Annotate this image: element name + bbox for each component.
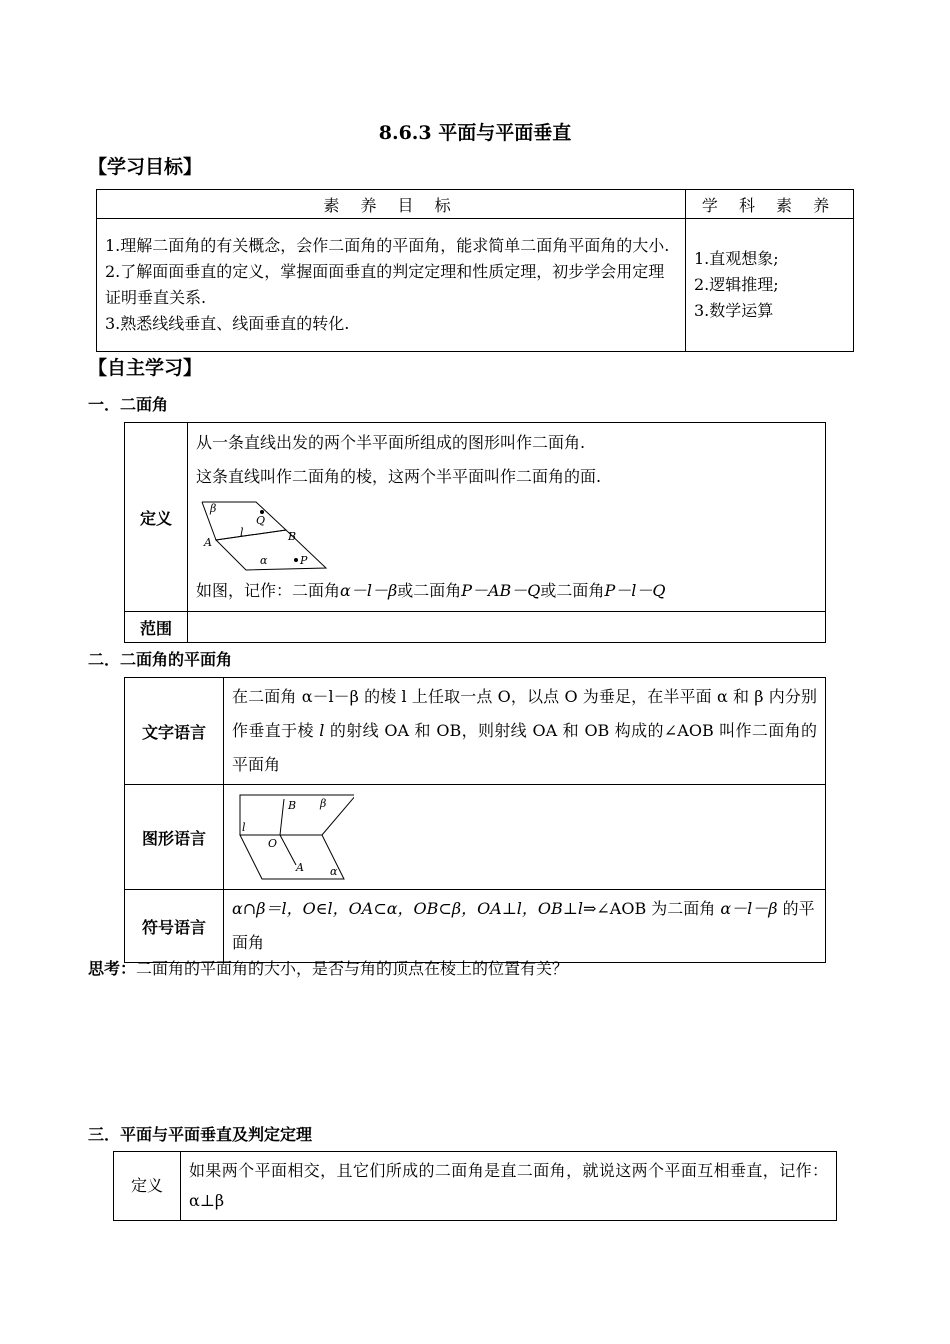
- notation-line: [196, 574, 817, 608]
- symbol-text-3: α－l－β: [720, 899, 778, 918]
- label-a: A: [296, 861, 304, 874]
- notation-expr-1: α－l－β: [340, 581, 398, 600]
- definition-line-2: 这条直线叫作二面角的棱，这两个半平面叫作二面角的面.: [196, 467, 602, 486]
- symbol-text-4: 的平面角: [232, 899, 815, 952]
- definition-label: 定义: [125, 423, 188, 612]
- label-alpha: α: [260, 554, 268, 567]
- self-study-heading: 【自主学习】: [88, 357, 203, 379]
- literacy-item-3: 3.数学运算: [694, 301, 774, 320]
- learning-goals-heading: 【学习目标】: [88, 156, 203, 178]
- symbol-language-label: 符号语言: [125, 890, 224, 963]
- notation-mid-2: 或二面角: [540, 581, 605, 600]
- label-q: Q: [256, 514, 266, 527]
- label-p: P: [300, 554, 308, 567]
- label-b: B: [288, 530, 297, 543]
- text-language-part-1: 在二面角 α－l－β 的棱 l 上任取一点 O，以点 O 为垂足，在半平面 α 和 β 内分别作垂直于棱: [232, 687, 817, 740]
- goals-left-cell: [97, 219, 686, 352]
- notation-mid-1: 或二面角: [397, 581, 462, 600]
- plane-alpha-outline: [216, 530, 326, 570]
- dihedral-angle-table: [124, 422, 826, 643]
- perpendicular-definition-label: 定义: [114, 1152, 181, 1221]
- plane-angle-figure: [234, 791, 354, 883]
- label-b: B: [288, 799, 297, 812]
- range-value: [188, 612, 826, 643]
- plane-perpendicular-table: [113, 1151, 837, 1221]
- text-language-part-2: 的射线 OA 和 OB，则射线 OA 和 OB 构成的∠AOB 叫作二面角的平面角: [232, 721, 817, 774]
- think-text: 二面角的平面角的大小，是否与角的顶点在棱上的位置有关？: [136, 959, 569, 978]
- label-o: O: [268, 837, 278, 850]
- page-title: 8.6.3 平面与平面垂直: [378, 122, 572, 144]
- label-beta: β: [210, 502, 217, 515]
- perpendicular-definition-text: 如果两个平面相交，且它们所成的二面角是直二面角，就说这两个平面互相垂直，记作：α⊥β: [181, 1152, 837, 1221]
- literacy-item-2: 2.逻辑推理;: [694, 275, 779, 294]
- think-label: 思考：: [88, 959, 137, 978]
- figure-language-label: 图形语言: [125, 785, 224, 890]
- point-p-dot: [294, 558, 298, 562]
- goal-item-1: 1.理解二面角的有关概念，会作二面角的平面角，能求简单二面角平面角的大小.: [105, 236, 670, 255]
- figure-language-cell: [224, 785, 826, 890]
- label-l: l: [242, 821, 246, 834]
- ray-ob: [280, 799, 284, 835]
- range-label: 范围: [125, 612, 188, 643]
- dihedral-figure: [196, 494, 336, 574]
- symbol-text-1: α∩β＝l，O∈l，OA⊂α，OB⊂β，OA⊥l，OB⊥l⇒: [232, 899, 597, 918]
- definition-line-1: 从一条直线出发的两个半平面所组成的图形叫作二面角.: [196, 433, 586, 452]
- goals-right-cell: [686, 219, 854, 352]
- plane-beta-outline: [240, 795, 354, 835]
- goals-table: [96, 189, 854, 352]
- plane-angle-table: [124, 677, 826, 963]
- label-l: l: [240, 526, 244, 539]
- notation-prefix: 如图，记作：二面角: [196, 581, 341, 600]
- goal-item-3: 3.熟悉线线垂直、线面垂直的转化.: [105, 314, 350, 333]
- goal-item-2: 2.了解面面垂直的定义，掌握面面垂直的判定定理和性质定理，初步学会用定理证明垂直关系.: [105, 262, 665, 307]
- text-language-label: 文字语言: [125, 678, 224, 785]
- notation-expr-3: P－l－Q: [604, 581, 666, 600]
- section3-heading: 三．平面与平面垂直及判定定理: [88, 1125, 313, 1144]
- section1-heading: 一．二面角: [88, 395, 169, 414]
- label-a: A: [204, 536, 212, 549]
- think-question: [88, 956, 568, 979]
- definition-cell: [188, 423, 826, 612]
- ray-oa: [280, 835, 296, 865]
- text-language-l: l: [319, 721, 325, 740]
- literacy-item-1: 1.直观想象;: [694, 249, 779, 268]
- text-language-cell: [224, 678, 826, 785]
- section2-heading: 二．二面角的平面角: [88, 650, 233, 669]
- symbol-text-2: ∠AOB 为二面角: [596, 899, 721, 918]
- label-beta: β: [320, 797, 327, 810]
- goals-header-right: 学 科 素 养: [686, 190, 854, 219]
- goals-header-left: 素 养 目 标: [97, 190, 686, 219]
- symbol-language-cell: [224, 890, 826, 963]
- label-alpha: α: [330, 865, 338, 878]
- notation-expr-2: P－AB－Q: [461, 581, 541, 600]
